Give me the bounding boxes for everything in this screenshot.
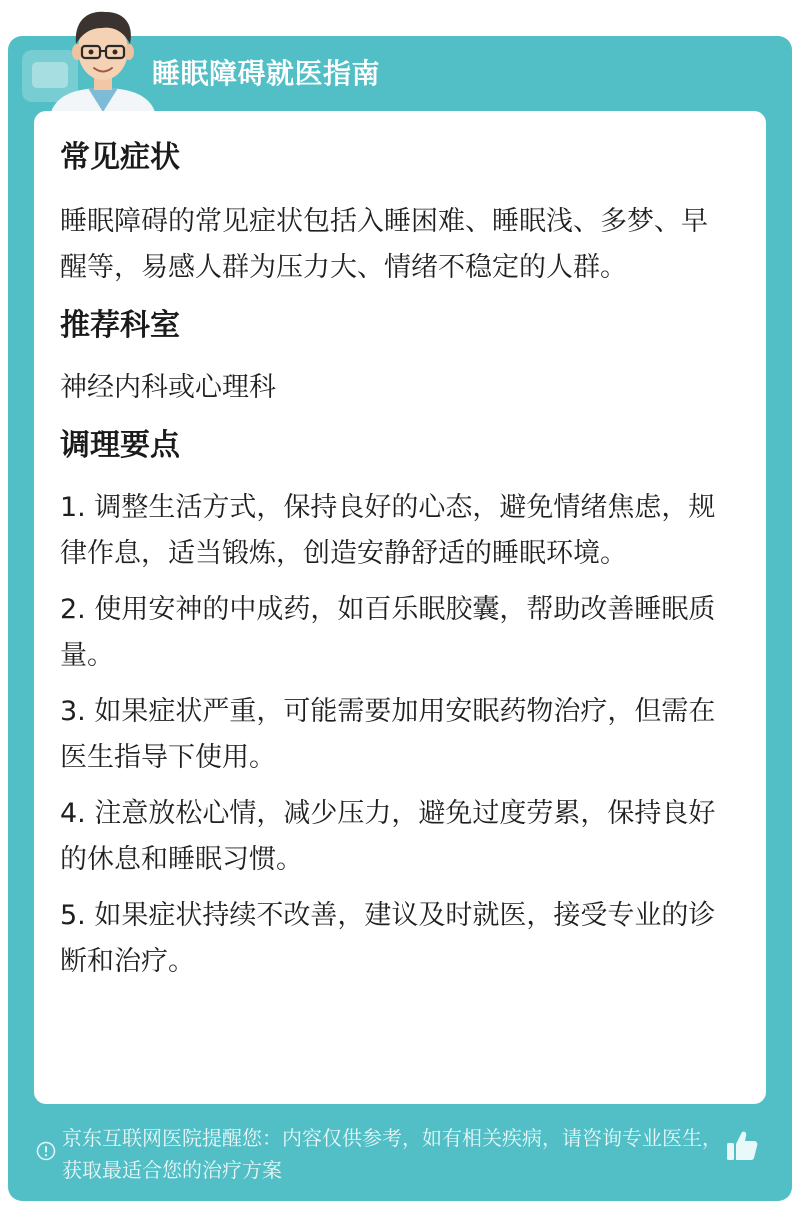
- thumbs-up-icon[interactable]: [724, 1128, 760, 1164]
- symptoms-heading: 常见症状: [60, 140, 180, 175]
- care-tip: 2. 使用安神的中成药，如百乐眠胶囊，帮助改善睡眠质量。: [60, 594, 716, 671]
- care-tip: 5. 如果症状持续不改善，建议及时就医，接受专业的诊断和治疗。: [60, 900, 716, 977]
- care-heading: 调理要点: [60, 428, 180, 463]
- disclaimer-text: 京东互联网医院提醒您：内容仅供参考，如有相关疾病，请咨询专业医生，获取最适合您的治疗方案: [62, 1126, 722, 1182]
- care-tip: 3. 如果症状严重，可能需要加用安眠药物治疗，但需在医生指导下使用。: [60, 696, 716, 773]
- department-text: 神经内科或心理科: [60, 372, 276, 403]
- symptoms-text: 睡眠障碍的常见症状包括入睡困难、睡眠浅、多梦、早醒等，易感人群为压力大、情绪不稳定的人群。: [60, 206, 708, 283]
- content-body: [60, 137, 728, 985]
- department-heading: 推荐科室: [60, 308, 180, 343]
- info-icon: [36, 1141, 56, 1161]
- content-card: [34, 111, 766, 1104]
- page-title: 睡眠障碍就医指南: [152, 57, 381, 90]
- care-tip: 1. 调整生活方式，保持良好的心态，避免情绪焦虑，规律作息，适当锻炼，创造安静舒适的睡眠环境。: [60, 492, 716, 569]
- doctor-avatar: [44, 4, 162, 116]
- care-tip: 4. 注意放松心情，减少压力，避免过度劳累，保持良好的休息和睡眠习惯。: [60, 798, 716, 875]
